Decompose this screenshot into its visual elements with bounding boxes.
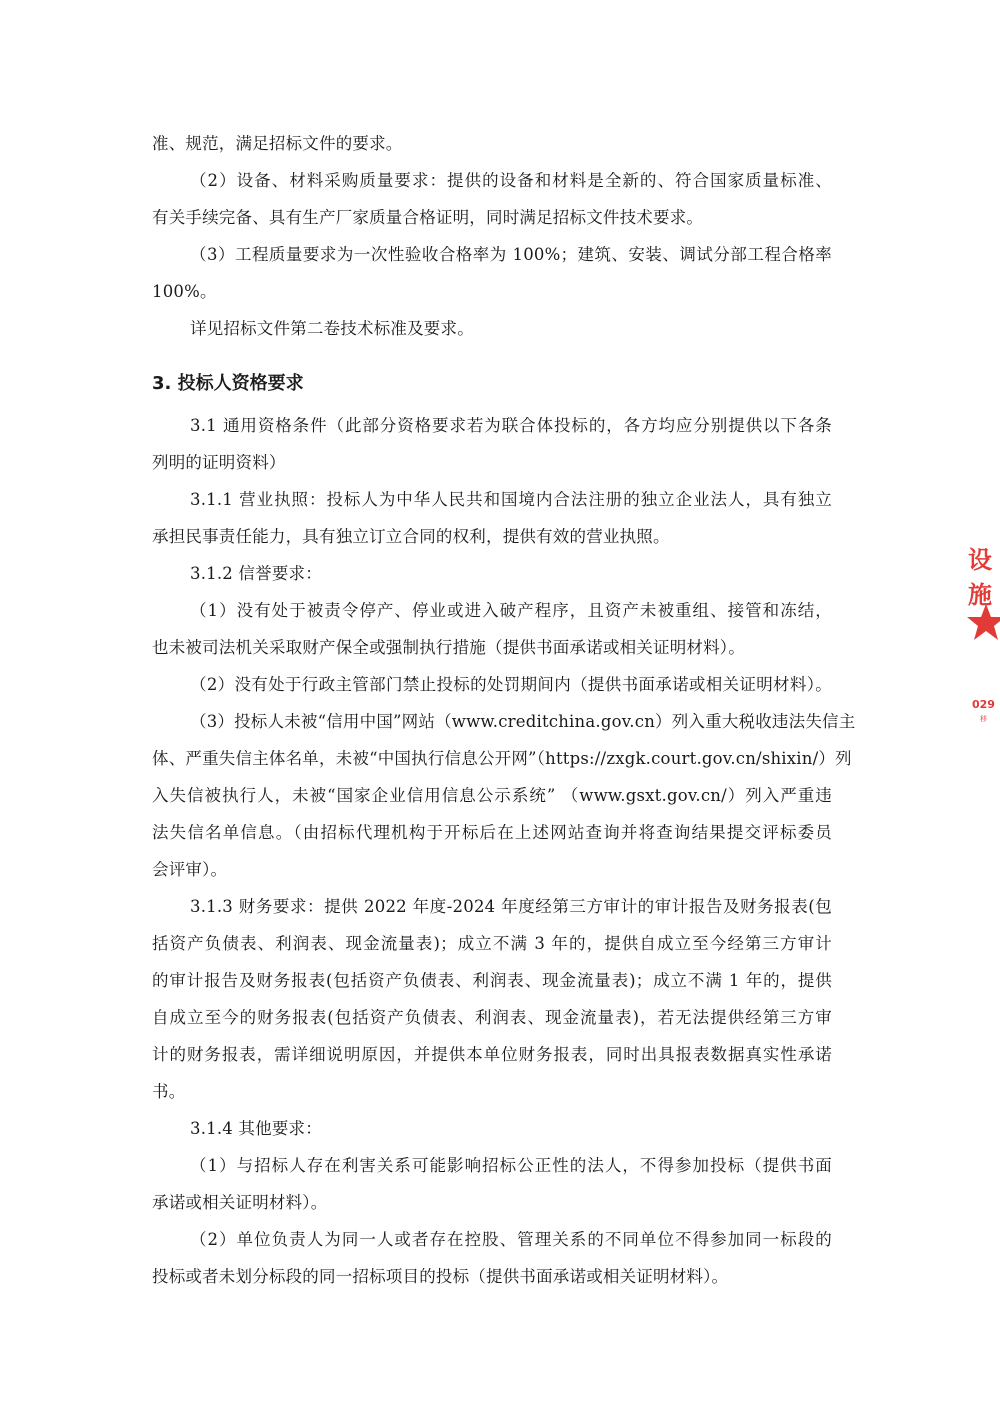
paragraph-line: 3.1.3 财务要求：提供 2022 年度-2024 年度经第三方审计的审计报告及财务报表(包 — [190, 897, 832, 916]
paragraph-line: 详见招标文件第二卷技术标准及要求。 — [190, 319, 474, 338]
paragraph-line: 100%。 — [152, 282, 217, 301]
paragraph-line: 承诺或相关证明材料）。 — [152, 1193, 328, 1212]
paragraph-line: 会评审）。 — [152, 860, 228, 879]
paragraph-line: （2）单位负责人为同一人或者存在控股、管理关系的不同单位不得参加同一标段的 — [190, 1230, 832, 1249]
paragraph-line: 计的财务报表，需详细说明原因，并提供本单位财务报表，同时出具报表数据真实性承诺 — [152, 1045, 832, 1064]
paragraph-line: 3.1.4 其他要求： — [190, 1119, 322, 1138]
paragraph-line: 括资产负债表、利润表、现金流量表)；成立不满 3 年的，提供自成立至今经第三方审计 — [152, 934, 832, 953]
seal-subtext: 移 — [980, 715, 987, 723]
paragraph-line: （2）设备、材料采购质量要求：提供的设备和材料是全新的、符合国家质量标准、 — [190, 171, 832, 190]
paragraph-line: 3.1.2 信誉要求： — [190, 564, 322, 583]
paragraph-line: 准、规范，满足招标文件的要求。 — [152, 134, 403, 153]
paragraph-line: （3）工程质量要求为一次性验收合格率为 100%；建筑、安装、调试分部工程合格率 — [190, 245, 832, 264]
paragraph-line: （1）没有处于被责令停产、停业或进入破产程序，且资产未被重组、接管和冻结， — [190, 601, 832, 620]
star-icon — [966, 602, 1000, 642]
paragraph-line: 投标或者未划分标段的同一招标项目的投标（提供书面承诺或相关证明材料）。 — [152, 1267, 729, 1286]
seal-text: 设施 — [968, 546, 989, 609]
paragraph-line: （3）投标人未被“信用中国”网站（www.creditchina.gov.cn）列入重大税收违法失信主 — [190, 712, 856, 731]
paragraph-line: 承担民事责任能力，具有独立订立合同的权利，提供有效的营业执照。 — [152, 527, 670, 546]
paragraph-line: 有关手续完备、具有生产厂家质量合格证明，同时满足招标文件技术要求。 — [152, 208, 704, 227]
paragraph-line: 法失信名单信息。（由招标代理机构于开标后在上述网站查询并将查询结果提交评标委员 — [152, 823, 832, 842]
paragraph-line: （1）与招标人存在利害关系可能影响招标公正性的法人，不得参加投标（提供书面 — [190, 1156, 832, 1175]
paragraph-line: 也未被司法机关采取财产保全或强制执行措施（提供书面承诺或相关证明材料）。 — [152, 638, 745, 657]
paragraph-line: 自成立至今的财务报表(包括资产负债表、利润表、现金流量表)，若无法提供经第三方审 — [152, 1008, 832, 1027]
paragraph-line: 3.1 通用资格条件（此部分资格要求若为联合体投标的，各方均应分别提供以下各条 — [190, 416, 832, 435]
paragraph-line: 的审计报告及财务报表(包括资产负债表、利润表、现金流量表)；成立不满 1 年的，提供 — [152, 971, 832, 990]
seal-number: 029 — [972, 698, 995, 711]
paragraph-line: 列明的证明资料） — [152, 453, 286, 472]
section-heading: 3. 投标人资格要求 — [152, 373, 304, 394]
paragraph-line: 体、严重失信主体名单，未被“中国执行信息公开网”（https://zxgk.court.gov.cn/shixin/）列 — [152, 749, 852, 768]
paragraph-line: （2）没有处于行政主管部门禁止投标的处罚期间内（提供书面承诺或相关证明材料）。 — [190, 675, 832, 694]
paragraph-line: 3.1.1 营业执照：投标人为中华人民共和国境内合法注册的独立企业法人，具有独立 — [190, 490, 832, 509]
seal-stamp — [968, 540, 1000, 740]
paragraph-line: 入失信被执行人，未被“国家企业信用信息公示系统” （www.gsxt.gov.cn/）列入严重违 — [152, 786, 832, 805]
paragraph-line: 书。 — [152, 1082, 186, 1101]
